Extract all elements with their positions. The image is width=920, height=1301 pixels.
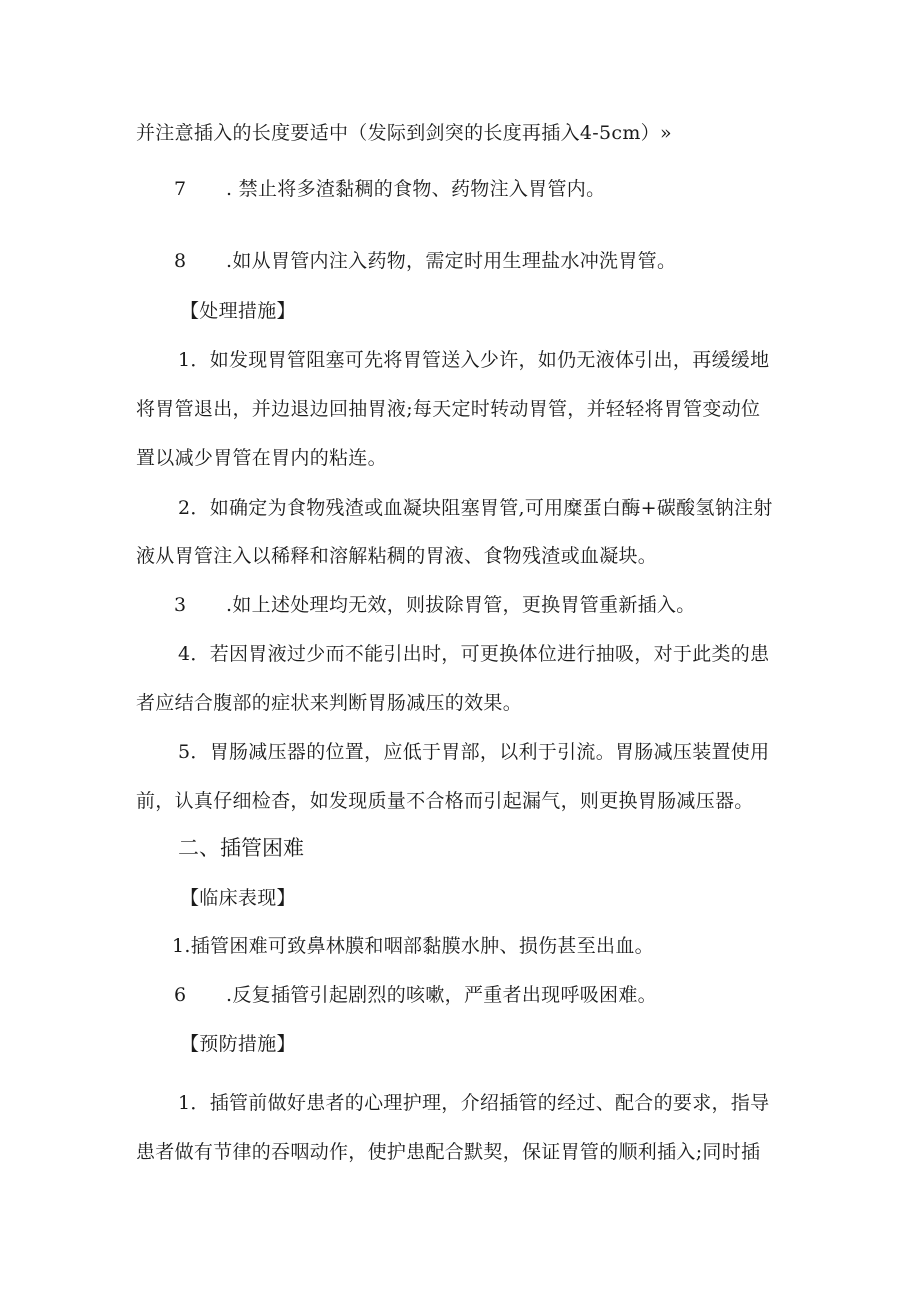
paragraph-line: 1．插管前做好患者的心理护理，介绍插管的经过、配合的要求，指导 [178,1092,770,1114]
paragraph-line: 前，认真仔细检杳，如发现质量不合格而引起漏气，则更换胃肠减压器。 [136,790,754,812]
list-item-text: .反复插管引起剧烈的咳嗽，严重者出现呼吸困难。 [226,984,657,1006]
list-number: 3 [174,594,187,616]
paragraph-line: 5．胃肠减压器的位置，应低于胃部，以利于引流。胃肠减压装置使用 [178,741,770,763]
list-number: 8 [174,250,187,272]
paragraph-line: 1.插管困难可致鼻林膜和咽部黏膜水肿、损伤甚至出血。 [172,935,654,957]
paragraph-line: 将胃管退出，并边退边回抽胃液;每天定时转动胃管，并轻轻将胃管变动位 [136,398,761,420]
list-item-text: .如上述处理均无效，则拔除胃管，更换胃管重新插入。 [226,594,696,616]
list-item-text: .如从胃管内注入药物，需定时用生理盐水冲洗胃管。 [226,250,677,272]
paragraph-line: 置以减少胃管在胃内的粘连。 [136,447,387,469]
section-label: 【预防措施】 [180,1033,296,1055]
section-heading: 二、插管困难 [178,836,304,860]
paragraph-line: 1．如发现胃管阻塞可先将胃管送入少许，如仍无液体引出，再缓缓地 [178,349,770,371]
section-label: 【临床表现】 [180,887,296,909]
paragraph-line: 患者做有节律的吞咽动作，使护患配合默契，保证胃管的顺利插入;同时插 [136,1141,761,1163]
list-item-text: . 禁止将多渣黏稠的食物、药物注入胃管内。 [226,178,606,200]
paragraph-line: 液从胃管注入以稀释和溶解粘稠的胃液、食物残渣或血凝块。 [136,545,658,567]
paragraph-line: 2．如确定为食物残渣或血凝块阻塞胃管,可用糜蛋白酶+碳酸氢钠注射 [178,497,773,519]
section-label: 【处理措施】 [180,300,296,322]
paragraph-line: 并注意插入的长度要适中（发际到剑突的长度再插入4-5cm）» [136,122,672,144]
list-number: 7 [174,178,187,200]
paragraph-line: 4．若因胃液过少而不能引出时，可更换体位进行抽吸，对于此类的患 [178,643,770,665]
list-number: 6 [174,984,187,1006]
paragraph-line: 者应结合腹部的症状来判断胃肠减压的效果。 [136,692,523,714]
